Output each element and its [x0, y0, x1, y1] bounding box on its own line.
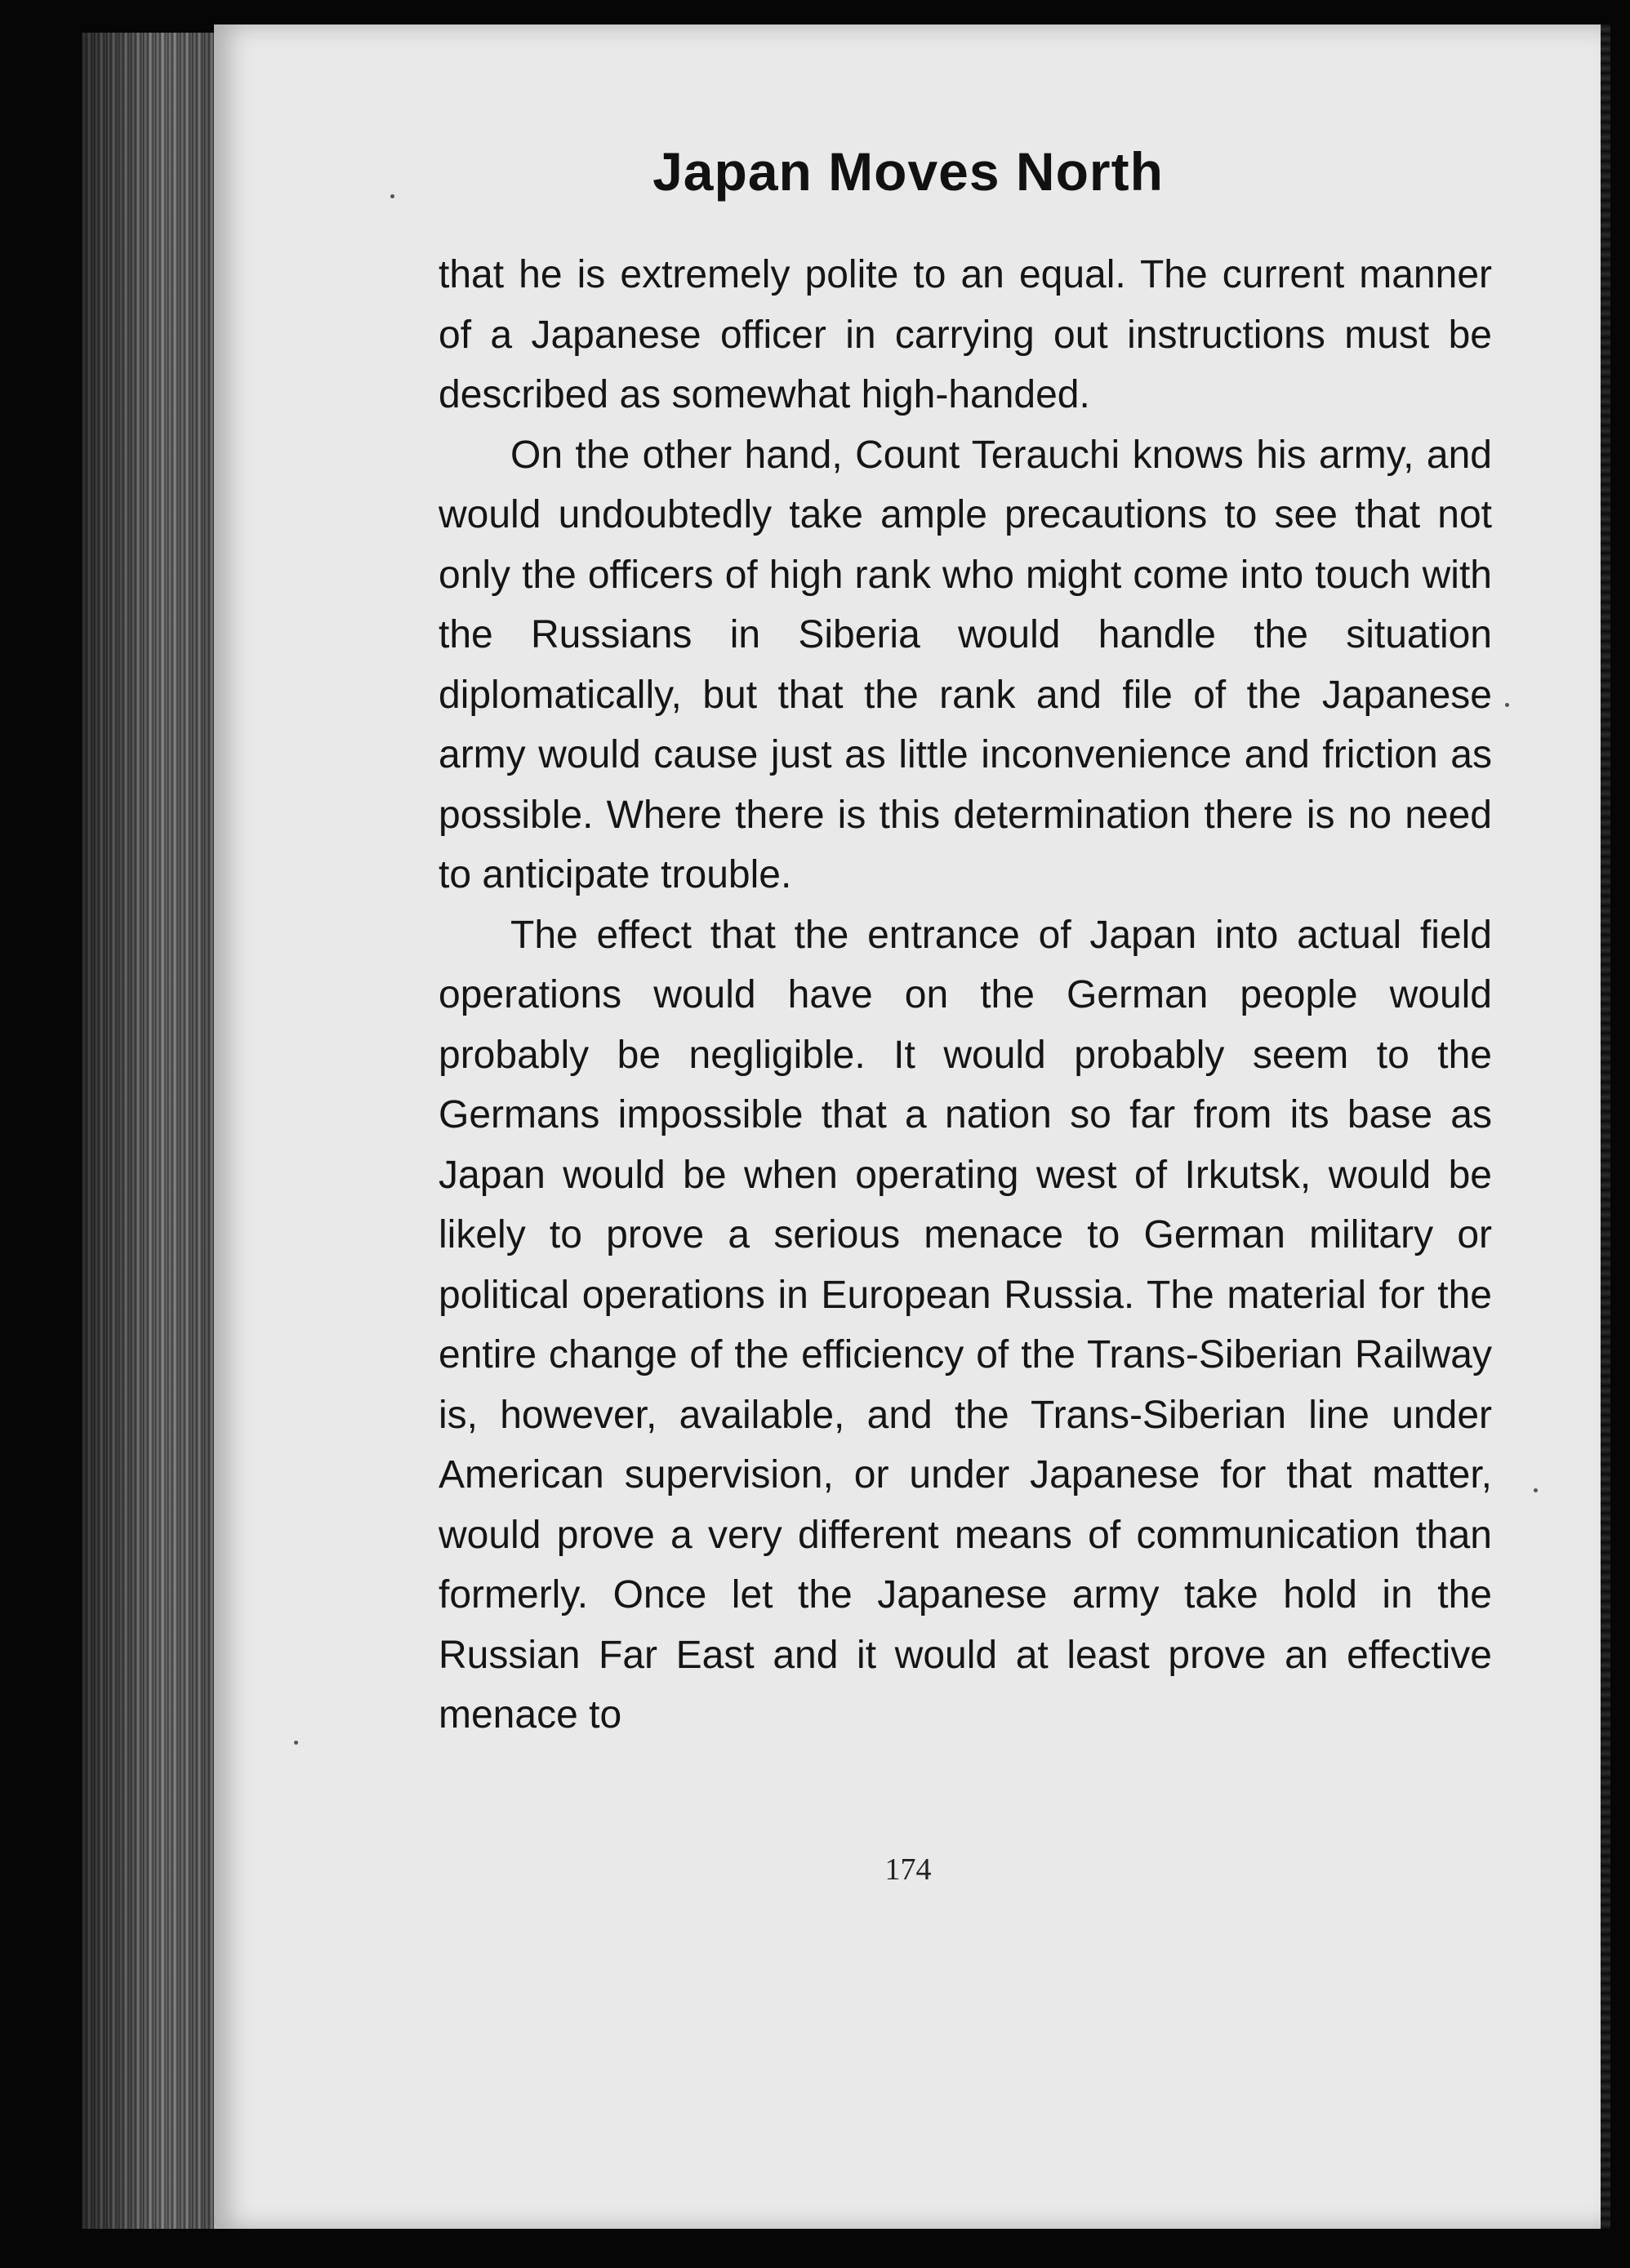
dust-speck [1534, 1488, 1538, 1492]
running-head: Japan Moves North [652, 141, 1164, 202]
paragraph: The effect that the entrance of Japan into actual field operations would have on the German people would probably be negligible. It would probably seem to the Germans impossible that a nation so far from its base as Japan would be when operating west of Irkutsk, would be likely to prove a serious menace to German military or political operations in European Russia. The material for the entire change of the efficiency of the Trans-Siberian Railway is, however, available, and the Trans-Siberian line under American supervision, or under Japanese for that matter, would prove a very different means of communication than formerly. Once let the Japanese army take hold in the Russian Far East and it would at least prove an effective menace to [439, 913, 1492, 1737]
paragraph: that he is extremely polite to an equal. The current manner of a Japanese officer in carrying out instructions must be described as somewhat high-handed. [439, 253, 1492, 416]
paragraph: On the other hand, Count Terauchi knows his army, and would undoubtedly take ample precautions to see that not only the officers of high rank who might come into touch with the Russians in Siberia would handle the situation diplomatically, but that the rank and file of the Japanese army would cause just as little inconvenience and friction as possible. Where there is this determination there is no need to anticipate trouble. [439, 433, 1492, 896]
page-edges-shadow [82, 33, 220, 2229]
dust-speck [294, 1741, 298, 1745]
body-text [439, 245, 1492, 1745]
dust-speck [1505, 703, 1509, 707]
page-right-edge [1601, 24, 1610, 2229]
page-number: 174 [884, 1852, 932, 1887]
